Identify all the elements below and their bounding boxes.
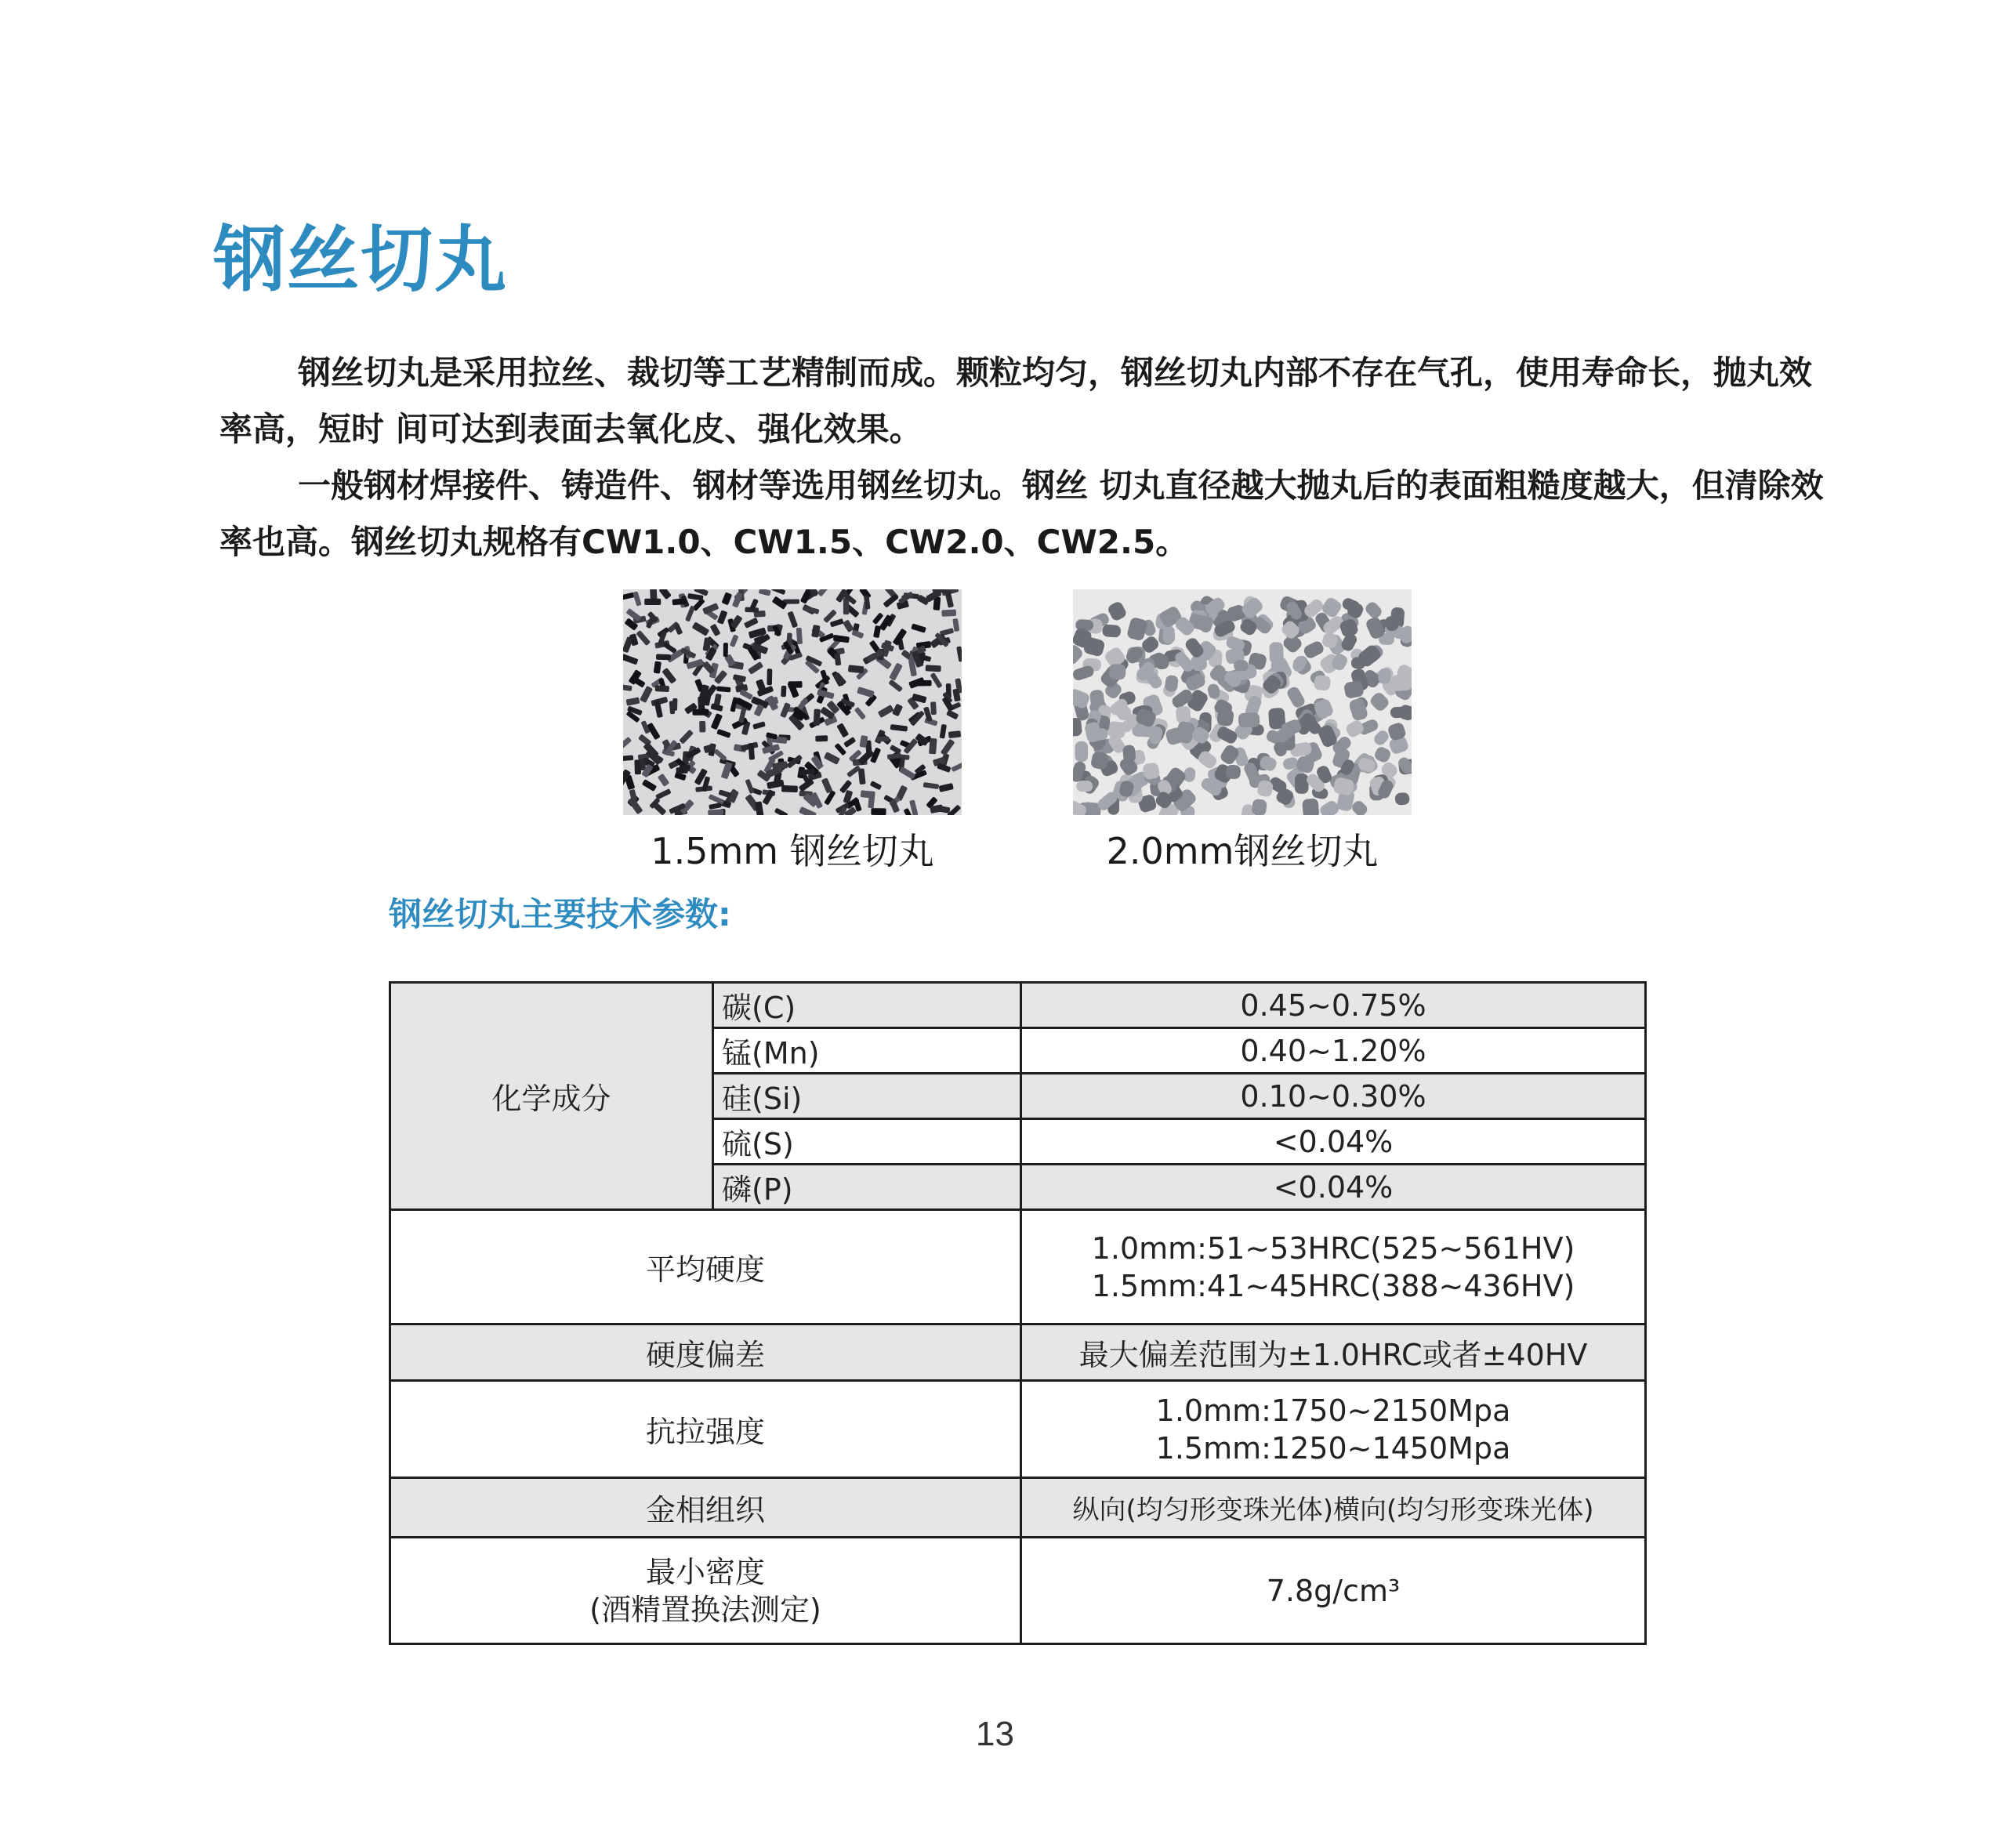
pellet — [623, 755, 633, 761]
table-row — [390, 1538, 1646, 1644]
density-label — [390, 1538, 1021, 1644]
pellet — [676, 767, 688, 774]
element-cell: 锰(Mn) — [713, 1028, 1021, 1074]
spec-subtitle: 钢丝切丸主要技术参数: — [389, 895, 731, 933]
pellet — [1176, 706, 1191, 724]
pellet — [781, 785, 798, 792]
photo-caption-1: 1.5mm 钢丝切丸 — [651, 830, 934, 872]
pellet — [723, 643, 728, 657]
black-cut-wire-shot-photo — [623, 589, 962, 815]
pellet — [767, 669, 772, 685]
page-number: 13 — [976, 1715, 1014, 1753]
pellet — [672, 598, 687, 605]
element-cell: 碳(C) — [713, 983, 1021, 1028]
pellet — [861, 790, 875, 799]
table-row — [390, 983, 1646, 1028]
tensile-line-1: 1.0mm:1750~2150Mpa — [1155, 1393, 1511, 1428]
tensile-label: 抗拉强度 — [390, 1381, 1021, 1478]
pellet — [877, 737, 890, 742]
pellet — [693, 709, 709, 716]
pellet — [1102, 624, 1122, 638]
pellet — [749, 743, 755, 760]
spec-table — [389, 981, 1647, 1645]
value-cell: <0.04% — [1021, 1119, 1646, 1165]
grey-cut-wire-shot-photo — [1073, 589, 1412, 815]
page-title: 钢丝切丸 — [213, 218, 509, 302]
pellet — [1390, 674, 1412, 692]
pellet — [1226, 764, 1241, 779]
metallography-value: 纵向(均匀形变珠光体)横向(均匀形变珠光体) — [1021, 1478, 1646, 1538]
pellet — [926, 665, 941, 672]
pellet — [871, 808, 886, 815]
pellet — [788, 681, 803, 688]
intro-paragraph-2: 一般钢材焊接件、铸造件、钢材等选用钢丝切丸。钢丝 切丸直径越大抛丸后的表面粗糙度越大，但清除效率也高。钢丝切丸规格有CW1.0、CW1.5、CW2.0、CW2.5。 — [219, 466, 1824, 561]
chemistry-label-cell — [390, 983, 713, 1210]
table-row — [390, 1324, 1646, 1381]
pellet — [1238, 712, 1260, 728]
pellet — [1295, 774, 1309, 794]
intro-paragraph-1: 钢丝切丸是采用拉丝、裁切等工艺精制而成。颗粒均匀，钢丝切丸内部不存在气孔，使用寿命长，抛丸效率高，短时 间可达到表面去氧化皮、强化效果。 — [219, 353, 1813, 448]
element-cell: 硫(S) — [713, 1119, 1021, 1165]
table-row — [390, 1381, 1646, 1478]
pellet — [699, 721, 705, 733]
pellet — [1302, 798, 1319, 815]
pellet — [644, 599, 661, 605]
deviation-label: 硬度偏差 — [390, 1324, 1021, 1381]
pellet — [930, 701, 937, 715]
pellet — [941, 610, 956, 617]
value-cell: <0.04% — [1021, 1165, 1646, 1210]
pellet — [655, 685, 669, 692]
value-cell: 0.45~0.75% — [1021, 983, 1646, 1028]
pellet — [1162, 627, 1176, 643]
tensile-line-2: 1.5mm:1250~1450Mpa — [1155, 1430, 1511, 1466]
hardness-line-1: 1.0mm:51~53HRC(525~561HV) — [1091, 1230, 1575, 1266]
table-row — [390, 1210, 1646, 1324]
pellet — [1390, 706, 1412, 718]
chemistry-label: 化学成分 — [491, 1082, 611, 1116]
density-value: 7.8g/cm³ — [1021, 1538, 1646, 1644]
density-label-2: (酒精置换法测定) — [589, 1592, 821, 1627]
pellet — [781, 686, 786, 698]
hardness-label: 平均硬度 — [390, 1210, 1021, 1324]
density-label-1: 最小密度 — [645, 1554, 765, 1589]
pellet — [1394, 792, 1409, 806]
element-cell: 磷(P) — [713, 1165, 1021, 1210]
element-cell: 硅(Si) — [713, 1074, 1021, 1119]
tensile-value — [1021, 1381, 1646, 1478]
table-row — [390, 1478, 1646, 1538]
metallography-label: 金相组织 — [390, 1478, 1021, 1538]
photo-caption-2: 2.0mm钢丝切丸 — [1106, 830, 1379, 872]
pellet — [656, 654, 671, 660]
pellet — [814, 708, 821, 725]
deviation-value: 最大偏差范围为±1.0HRC或者±40HV — [1021, 1324, 1646, 1381]
pellet — [815, 735, 828, 741]
value-cell: 0.10~0.30% — [1021, 1074, 1646, 1119]
pellet — [1234, 660, 1249, 672]
intro-text — [219, 345, 1834, 571]
pellet — [929, 738, 937, 755]
pellet — [1075, 741, 1089, 762]
pellet — [1109, 664, 1126, 679]
pellet — [948, 730, 961, 738]
pellet — [1076, 781, 1093, 792]
value-cell: 0.40~1.20% — [1021, 1028, 1646, 1074]
hardness-line-2: 1.5mm:41~45HRC(388~436HV) — [1091, 1268, 1575, 1303]
pellet — [1269, 642, 1284, 664]
hardness-value — [1021, 1210, 1646, 1324]
